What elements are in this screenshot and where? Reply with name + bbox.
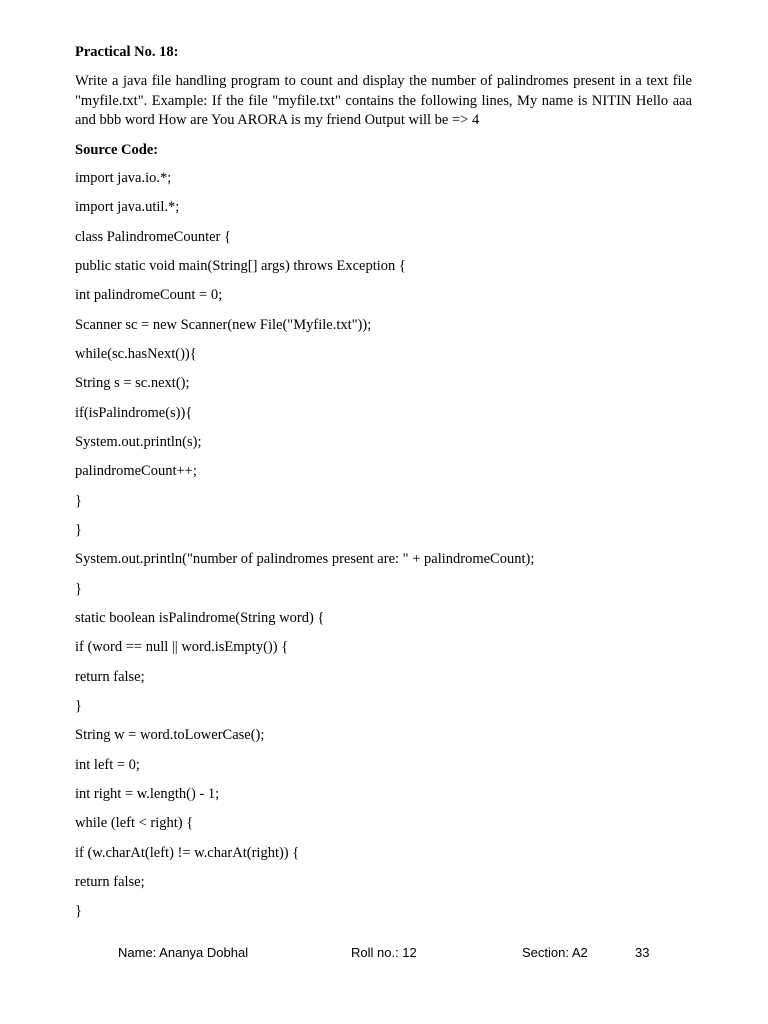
code-line: static boolean isPalindrome(String word) {: [75, 609, 325, 626]
code-line: int palindromeCount = 0;: [75, 287, 223, 304]
code-line: palindromeCount++;: [75, 463, 197, 480]
code-line: int left = 0;: [75, 756, 140, 773]
code-line: import java.util.*;: [75, 199, 180, 216]
code-line: import java.io.*;: [75, 170, 172, 186]
source-code-heading: Source Code:: [75, 142, 159, 158]
code-line: }: [75, 903, 82, 920]
code-line: if(isPalindrome(s)){: [75, 404, 193, 421]
code-line: }: [75, 492, 82, 509]
code-line: }: [75, 521, 82, 538]
code-line: String s = sc.next();: [75, 375, 190, 392]
source-code-block: [75, 169, 534, 932]
code-line: return false;: [75, 873, 145, 890]
practical-title: Practical No. 18:: [75, 44, 179, 60]
code-line: }: [75, 697, 82, 714]
code-line: while (left < right) {: [75, 815, 194, 832]
footer-page-number: 33: [635, 945, 650, 960]
code-line: System.out.println(s);: [75, 433, 202, 450]
code-line: class PalindromeCounter {: [75, 228, 231, 245]
code-line: public static void main(String[] args) throws Exception {: [75, 257, 406, 274]
code-line: String w = word.toLowerCase();: [75, 727, 265, 744]
code-line: Scanner sc = new Scanner(new File("Myfile.txt"));: [75, 316, 372, 333]
code-line: }: [75, 580, 82, 597]
code-line: System.out.println("number of palindromes present are: " + palindromeCount);: [75, 551, 535, 568]
question-text: Write a java file handling program to count and display the number of palindromes present in a text file "myfile.txt". Example: If the file "myfile.txt" contains the following lines, My name is NITIN Hello aaa and bbb word How are You ARORA is my friend Output will be => 4: [75, 73, 692, 128]
footer-section: Section: A2: [522, 945, 588, 960]
code-line: return false;: [75, 668, 145, 685]
code-line: if (w.charAt(left) != w.charAt(right)) {: [75, 844, 300, 861]
footer-name: Name: Ananya Dobhal: [118, 945, 249, 960]
footer-roll-number: Roll no.: 12: [351, 945, 417, 960]
code-line: int right = w.length() - 1;: [75, 785, 220, 802]
code-line: while(sc.hasNext()){: [75, 345, 197, 362]
code-line: if (word == null || word.isEmpty()) {: [75, 639, 289, 656]
page-footer: [0, 944, 768, 962]
